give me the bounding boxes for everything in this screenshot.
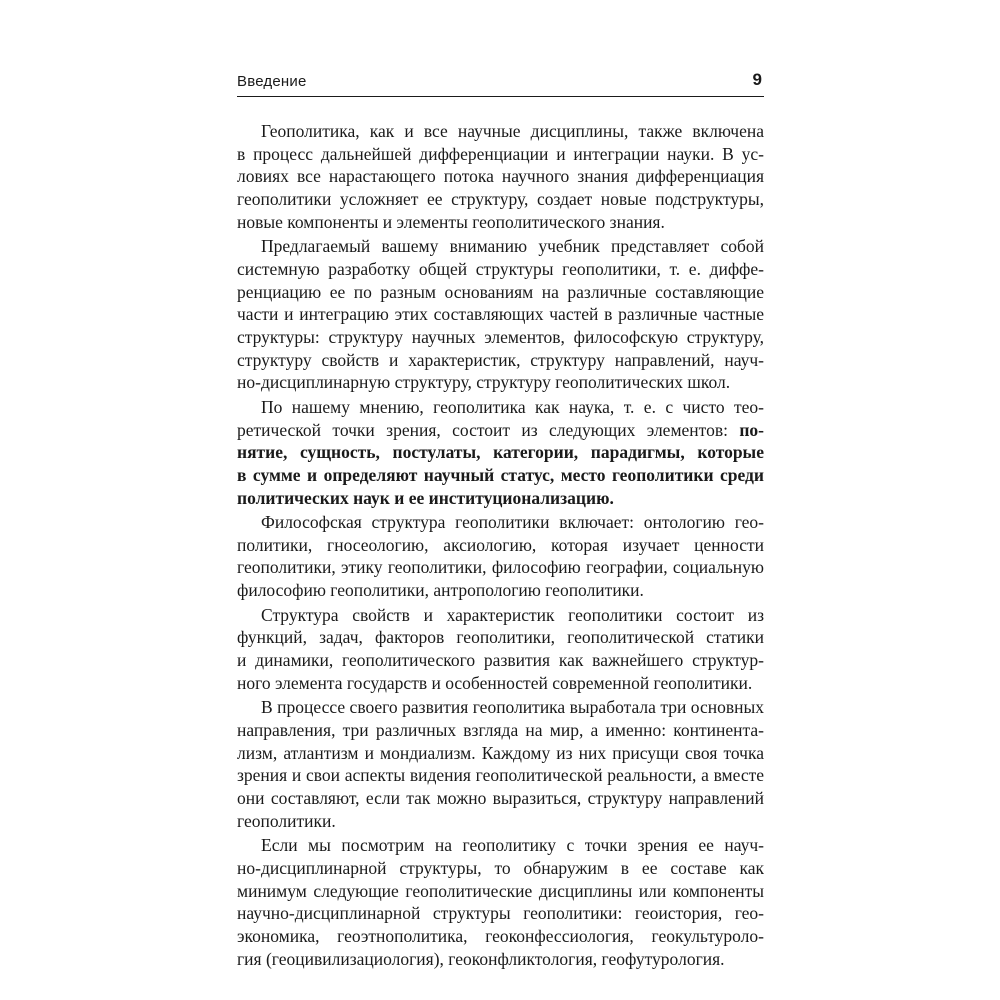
running-title: Введение [237,73,307,90]
text-span: ного элемента государств и особенностей современной геополитики. [237,672,753,693]
text-span: геополитики, этику геополитики, философию географии, социальную [237,557,764,578]
text-line [237,511,764,534]
text-line [237,235,764,258]
text-line [237,696,764,719]
page-number: 9 [752,70,762,89]
text-line [237,534,764,557]
bold-text: нятие, сущность, постулаты, категории, парадигмы, которые [237,442,764,463]
text-line [237,787,764,810]
paragraph [237,696,764,832]
bold-text: по- [739,419,764,440]
text-line [237,764,764,787]
text-span: Предлагаемый вашему вниманию учебник представляет собой [261,236,764,257]
text-line [237,188,764,211]
text-span: в процесс дальнейшей дифференциации и интеграции науки. В ус- [237,143,764,164]
text-span: Если мы посмотрим на геополитику с точки зрения ее науч- [261,835,764,856]
text-line [237,719,764,742]
text-span: лизм, атлантизм и мондиализм. Каждому из них присущи своя точка [237,742,764,763]
text-line [237,857,764,880]
text-line [237,281,764,304]
text-line [237,742,764,765]
text-line [237,810,764,833]
body-text [237,120,764,972]
text-span: но-дисциплинарную структуру, структуру геополитических школ. [237,372,731,393]
text-line [237,925,764,948]
text-span: В процессе своего развития геополитика выработала три основных [261,697,764,718]
text-span: новые компоненты и элементы геополитического знания. [237,211,665,232]
running-head [237,70,764,96]
text-line [237,672,764,695]
paragraph [237,834,764,970]
text-line [237,419,764,442]
paragraph [237,235,764,394]
text-span: политики, гносеологию, аксиологию, которая изучает ценности [237,534,764,555]
text-span: системную разработку общей структуры геополитики, т. е. диффе- [237,258,764,279]
text-span: философию геополитики, антропологию геополитики. [237,580,644,601]
text-line [237,303,764,326]
text-line [237,326,764,349]
text-line [237,165,764,188]
text-line [237,120,764,143]
text-line [237,604,764,627]
bold-text: в сумме и определяют научный статус, место геополитики среди [237,464,764,485]
text-span: ренциацию ее по разным основаниям на различные составляющие [237,281,764,302]
text-line [237,371,764,394]
text-span: ретической точки зрения, состоит из следующих элементов: [237,419,740,440]
text-line [237,258,764,281]
paragraph [237,396,764,509]
text-span: они составляют, если так можно выразиться, структуру направлений [237,788,764,809]
text-line [237,464,764,487]
text-span: функций, задач, факторов геополитики, геополитической статики [237,627,764,648]
text-span: но-дисциплинарной структуры, то обнаружим в ее составе как [237,858,764,878]
paragraph [237,511,764,602]
text-span: экономика, геоэтнополитика, геоконфессиология, геокультуроло- [237,925,764,946]
text-line [237,396,764,419]
text-span: гия (геоцивилизациология), геоконфликтология, геофутурология. [237,948,725,969]
text-span: части и интеграцию этих составляющих частей в различные частные [237,304,764,325]
text-span: По нашему мнению, геополитика как наука, т. е. с чисто тео- [261,396,764,417]
text-span: Структура свойств и характеристик геополитики состоит из [261,604,764,625]
text-line [237,579,764,602]
header-divider [237,96,764,97]
text-line [237,143,764,166]
text-line [237,902,764,925]
text-span: Геополитика, как и все научные дисциплины, также включена [261,121,764,141]
text-span: Философская структура геополитики включает: онтологию гео- [261,512,764,533]
paragraph [237,604,764,695]
bold-text: политических наук и ее институционализацию. [237,487,614,508]
text-line [237,487,764,510]
text-span: геополитики. [237,810,336,831]
text-span: направления, три различных взгляда на мир, а именно: континента- [237,720,764,741]
text-span: научно-дисциплинарной структуры геополитики: геоистория, гео- [237,903,764,924]
text-span: структуры: структуру научных элементов, философскую структуру, [237,326,764,347]
text-span: зрения и свои аспекты видения геополитической реальности, а вместе [237,765,764,786]
text-span: ловиях все нарастающего потока научного знания дифференциация [237,166,764,187]
text-span: структуру свойств и характеристик, структуру направлений, науч- [237,349,764,370]
text-line [237,626,764,649]
text-span: и динамики, геополитического развития как важнейшего структур- [237,650,764,671]
text-line [237,211,764,234]
text-span: минимум следующие геополитические дисциплины или компоненты [237,880,764,901]
text-line [237,349,764,372]
paragraph [237,120,764,233]
text-line [237,556,764,579]
text-line [237,880,764,903]
text-line [237,649,764,672]
text-line [237,948,764,971]
text-line [237,834,764,857]
text-line [237,441,764,464]
text-span: геополитики усложняет ее структуру, создает новые подструктуры, [237,188,764,209]
